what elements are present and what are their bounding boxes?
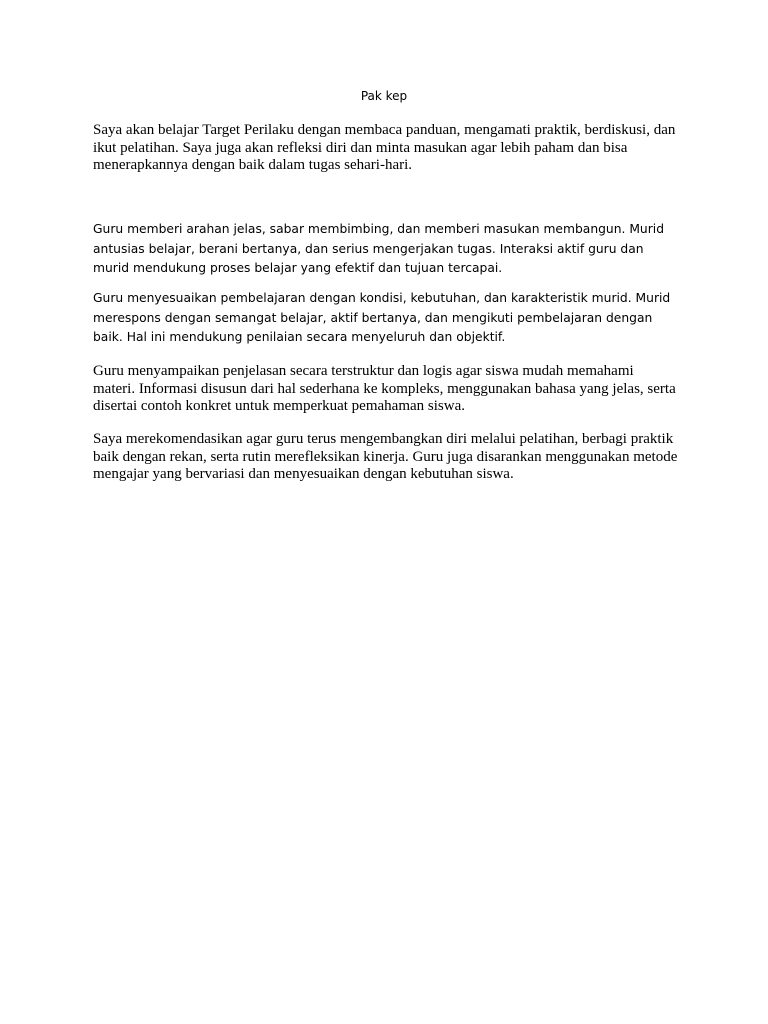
paragraph-structured-explanation: Guru menyampaikan penjelasan secara terstruktur dan logis agar siswa mudah memahami materi. Informasi disusun dari hal sederhana ke kompleks, menggunakan bahasa yang jelas, serta disertai contoh konkret untuk memperkuat pemahaman siswa.	[93, 363, 676, 414]
paragraph-teacher-student-interaction: Guru memberi arahan jelas, sabar membimbing, dan memberi masukan membangun. Murid antusias belajar, berani bertanya, dan serius mengerjakan tugas. Interaksi aktif guru dan murid mendukung proses belajar yang efektif dan tujuan tercapai.	[93, 222, 665, 275]
document-title: Pak kep	[360, 89, 408, 103]
paragraph-learning-plan: Saya akan belajar Target Perilaku dengan membaca panduan, mengamati praktik, berdiskusi, dan ikut pelatihan. Saya juga akan refleksi diri dan minta masukan agar lebih paham dan bisa menerapkannya dengan baik dalam tugas sehari-hari.	[93, 122, 676, 173]
paragraph-adaptive-learning: Guru menyesuaikan pembelajaran dengan kondisi, kebutuhan, dan karakteristik murid. Murid merespons dengan semangat belajar, aktif bertanya, dan mengikuti pembelajaran dengan baik. Hal ini mendukung penilaian secara menyeluruh dan objektif.	[93, 291, 671, 344]
paragraph-recommendation: Saya merekomendasikan agar guru terus mengembangkan diri melalui pelatihan, berbagi praktik baik dengan rekan, serta rutin merefleksikan kinerja. Guru juga disarankan menggunakan metode mengajar yang bervariasi dan menyesuaikan dengan kebutuhan siswa.	[93, 431, 678, 482]
